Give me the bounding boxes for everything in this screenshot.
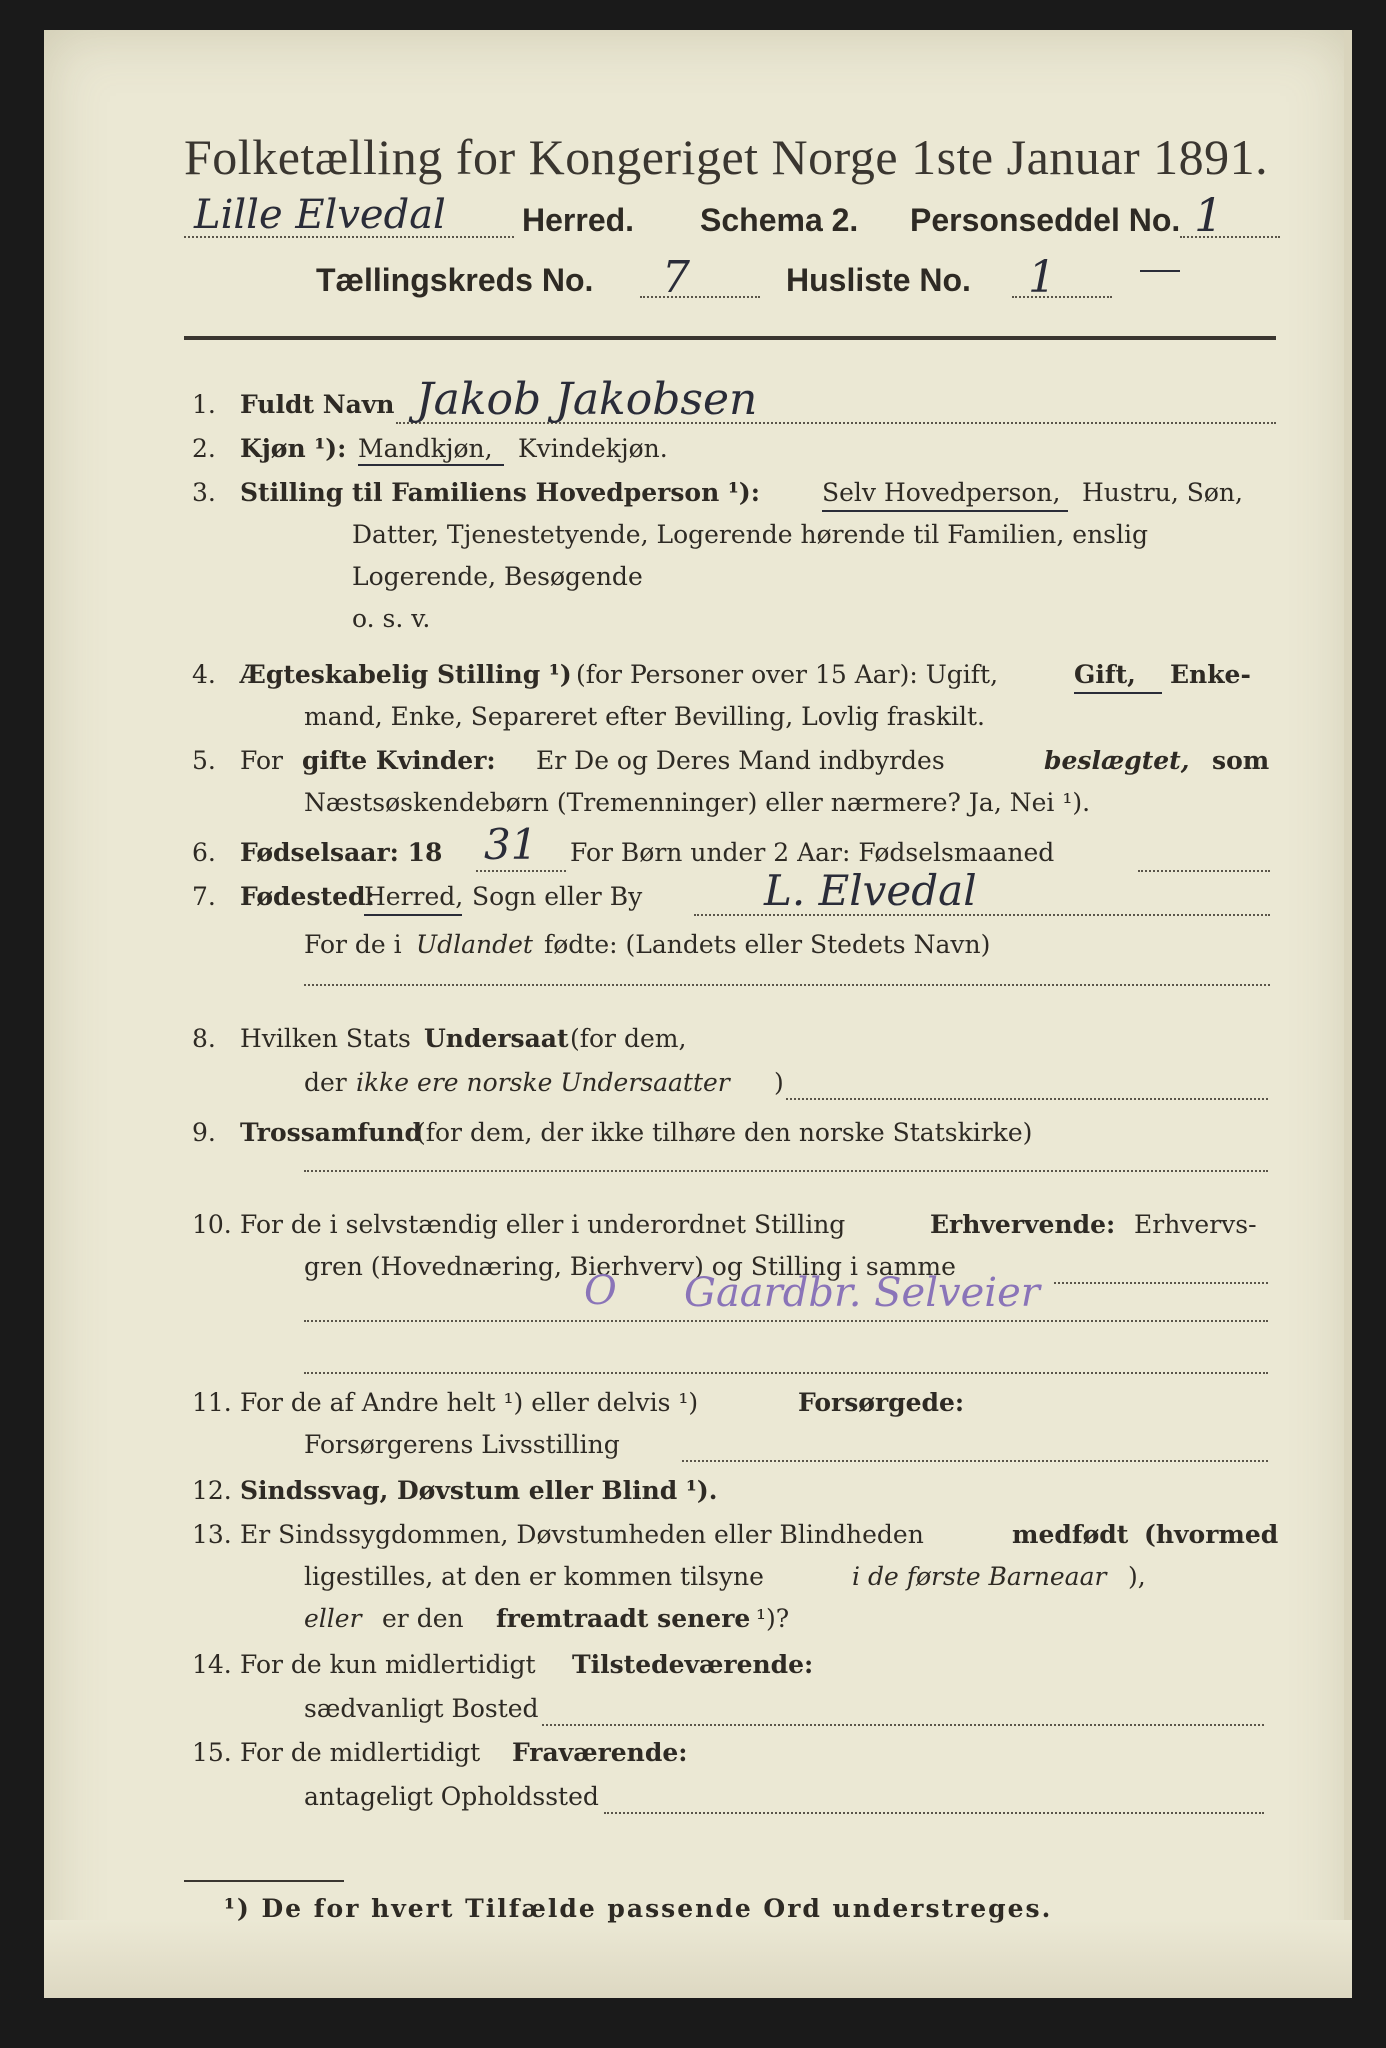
item-13-line3-bold: fremtraadt senere <box>496 1604 751 1633</box>
item-3-option-selv-hovedperson: Selv Hovedperson, <box>822 478 1061 507</box>
item-4-number: 4. <box>192 660 216 689</box>
item-9-text1: (for dem, der ikke tilhøre den norske Statskirke) <box>416 1118 1033 1147</box>
item-13-number: 13. <box>192 1520 232 1549</box>
personseddel-value: 1 <box>1194 188 1224 242</box>
footnote-rule <box>184 1880 344 1882</box>
item-13-line3-italic: eller <box>304 1604 362 1633</box>
header-divider <box>184 336 1276 340</box>
herred-label: Herred. <box>522 202 635 238</box>
item-3-text-rest1: Hustru, Søn, <box>1082 478 1243 507</box>
husliste-dash <box>1140 270 1180 272</box>
item-1-label: Fuldt Navn <box>240 390 395 419</box>
item-10-value-prefix: O <box>584 1268 617 1314</box>
item-14-line2: sædvanligt Bosted <box>304 1694 539 1723</box>
item-9-dotted-line <box>304 1170 1268 1172</box>
item-4-line2: mand, Enke, Separeret efter Bevilling, Lovlig fraskilt. <box>304 702 985 731</box>
item-12-number: 12. <box>192 1476 232 1505</box>
item-2-underline <box>358 464 504 466</box>
item-4-label: Ægteskabelig Stilling ¹) <box>240 660 572 689</box>
item-7-option-herred: Herred, <box>364 882 464 911</box>
item-13-line2a: ligestilles, at den er kommen tilsyne <box>304 1562 764 1591</box>
item-13-text1a: Er Sindssygdommen, Døvstumheden eller Blindheden <box>240 1520 924 1549</box>
item-4-underline <box>1074 692 1162 694</box>
item-12-bold1: Sindssvag, Døvstum eller Blind ¹). <box>240 1476 718 1505</box>
taellingskreds-dotted-line <box>640 296 760 298</box>
item-5-text1a: For <box>240 746 283 775</box>
item-15-number: 15. <box>192 1738 232 1767</box>
item-13-line2b: ), <box>1128 1562 1146 1591</box>
item-6-month-dotted-line <box>1138 870 1270 872</box>
item-2-number: 2. <box>192 434 216 463</box>
item-8-text1b: (for dem, <box>570 1024 687 1053</box>
item-9-bold1: Trossamfund <box>240 1118 423 1147</box>
husliste-dotted-line <box>1012 296 1112 298</box>
item-14-text1a: For de kun midlertidigt <box>240 1650 536 1679</box>
item-7-label: Fødested: <box>240 882 375 911</box>
item-10-line2: gren (Hovednæring, Bierhverv) og Stilling i samme <box>304 1252 956 1281</box>
personseddel-label: Personseddel No. <box>910 202 1181 238</box>
item-14-bold1: Tilstedeværende: <box>572 1650 814 1679</box>
paper-edge <box>1344 30 1352 1998</box>
item-1-value: Jakob Jakobsen <box>416 374 758 425</box>
item-2-option-mandkjon: Mandkjøn, <box>358 434 493 463</box>
item-6-year-dotted-line <box>476 870 566 872</box>
item-15-bold1: Fraværende: <box>512 1738 688 1767</box>
item-9-number: 9. <box>192 1118 216 1147</box>
item-8-text1a: Hvilken Stats <box>240 1024 411 1053</box>
census-form: Folketælling for Kongeriget Norge 1ste Januar 1891. Lille Elvedal Herred. Schema 2. Personseddel No. 1 Tællingskreds No. 7 Husliste No. 1 1. Fuldt Navn Jakob Jakobsen 2. Kjøn ¹): Mandkjøn, Kvindekjøn. 3. Stilling til Familiens Hovedperson ¹): Selv Hovedperson, Hustru, Søn, Datter, Tjenestetyende, Logerende hørende til Familien, enslig Logerende, Besøgende o. s. v. 4. Ægteskabelig Stilling ¹) (for Personer over 15 Aar): Ugift, Gift, Enke- mand, Enke, Separeret efter Bevilling, Lovlig fraskilt. 5. For gifte Kvinder: Er De og Deres Mand indbyrdes beslægtet, som Næstsøskendebørn (Tremenninger) eller nærmere? Ja, Nei ¹). 6. Fødselsaar: 18 31 For Børn under 2 Aar: Fødselsmaaned 7. Fødested: Herred, Sogn eller By L. Elvedal For de i Udlandet fødte: (Landets eller Stedets Navn) 8. Hvilken Stats Undersaat (for dem, der ikke ere norske Undersaatter ) 9. Trossamfund (for dem, der ikke tilhøre den norske Statskirke) 10. For de i selvstændig eller i underordnet Stilling Erhvervende: Erhvervs- gren (Hovednæring, Bierhverv) og Stilling i samme O Gaardbr. Selveier 11. For de af Andre helt ¹) eller delvis ¹) Forsørgede: Forsørgerens Livsstilling 12. Sindssvag, Døvstum eller Blind ¹). 13. Er Sindssygdommen, Døvstumheden eller Blindheden medfødt (hvormed ligestilles, at den er kommen tilsyne i de første Barneaar ), eller er den fremtraadt senere ¹)? 14. For de kun midlertidigt Tilstedeværende: sædvanligt Bosted 15. For de midlertidigt Fraværende: antageligt Opholdssted ¹) De for hvert Tilfælde passende Ord understreges. <box>44 30 1352 1998</box>
item-7-value: L. Elvedal <box>764 866 977 915</box>
item-8-dotted-line <box>786 1098 1268 1100</box>
item-3-line3: Logerende, Besøgende <box>352 562 643 591</box>
item-5-bold1: gifte Kvinder: <box>302 746 496 775</box>
item-10-dotted-line-b <box>304 1320 1268 1322</box>
item-5-ital1: beslægtet, <box>1044 746 1190 775</box>
item-11-bold1: Forsørgede: <box>798 1388 965 1417</box>
item-4-option-gift: Gift, <box>1074 660 1136 689</box>
item-13-bold1: medfødt <box>1012 1520 1129 1549</box>
item-11-line2: Forsørgerens Livsstilling <box>304 1430 620 1459</box>
item-11-text1a: For de af Andre helt ¹) eller delvis ¹) <box>240 1388 699 1417</box>
item-15-line2: antageligt Opholdssted <box>304 1782 599 1811</box>
item-7-line2-italic: Udlandet <box>416 930 533 959</box>
item-4-text1: (for Personer over 15 Aar): Ugift, <box>576 660 999 689</box>
item-5-number: 5. <box>192 746 216 775</box>
item-3-underline <box>822 510 1068 512</box>
item-11-number: 11. <box>192 1388 232 1417</box>
item-11-dotted-line <box>682 1460 1268 1462</box>
form-title: Folketælling for Kongeriget Norge 1ste Januar 1891. <box>184 129 1269 185</box>
item-15-dotted-line <box>604 1812 1264 1814</box>
item-10-bold1: Erhvervende: <box>930 1210 1116 1239</box>
item-7-rest: Sogn eller By <box>472 882 643 911</box>
item-6-value: 31 <box>484 820 538 869</box>
item-6-label: Fødselsaar: 18 <box>240 838 443 867</box>
item-10-value: Gaardbr. Selveier <box>684 1270 1040 1316</box>
item-7-line2b: fødte: (Landets eller Stedets Navn) <box>544 930 991 959</box>
husliste-label: Husliste No. <box>786 262 971 298</box>
item-5-text1b: Er De og Deres Mand indbyrdes <box>536 746 945 775</box>
item-2-option-kvindekjon: Kvindekjøn. <box>518 434 668 463</box>
item-3-line4: o. s. v. <box>352 604 431 633</box>
item-7-foreign-dotted-line <box>304 984 1270 986</box>
item-6-number: 6. <box>192 838 216 867</box>
item-3-line2: Datter, Tjenestetyende, Logerende hørende til Familien, enslig <box>352 520 1149 549</box>
item-13-text1b: (hvormed <box>1144 1520 1279 1549</box>
taellingskreds-label: Tællingskreds No. <box>316 262 594 298</box>
item-3-label: Stilling til Familiens Hovedperson ¹): <box>240 478 760 507</box>
husliste-value: 1 <box>1028 252 1056 303</box>
item-10-dotted-line-a <box>1054 1282 1268 1284</box>
item-5-line2: Næstsøskendebørn (Tremenninger) eller nærmere? Ja, Nei ¹). <box>304 788 1091 817</box>
item-5-text1c: som <box>1212 746 1270 775</box>
item-1-number: 1. <box>192 390 216 419</box>
item-4-text1b: Enke- <box>1170 660 1251 689</box>
item-8-bold1: Undersaat <box>424 1024 569 1053</box>
item-13-line3b: ¹)? <box>756 1604 790 1633</box>
item-6-rest: For Børn under 2 Aar: Fødselsmaaned <box>570 838 1055 867</box>
paper-bottom-edge <box>44 1920 1352 1998</box>
item-10-text1a: For de i selvstændig eller i underordnet Stilling <box>240 1210 846 1239</box>
item-13-line2-italic: i de første Barneaar <box>852 1562 1107 1591</box>
item-15-text1a: For de midlertidigt <box>240 1738 481 1767</box>
footnote: ¹) De for hvert Tilfælde passende Ord understreges. <box>224 1894 1053 1923</box>
item-7-number: 7. <box>192 882 216 911</box>
item-8-number: 8. <box>192 1024 216 1053</box>
item-2-label: Kjøn ¹): <box>240 434 347 463</box>
item-10-text1b: Erhvervs- <box>1134 1210 1257 1239</box>
item-14-dotted-line <box>542 1724 1264 1726</box>
item-10-number: 10. <box>192 1210 232 1239</box>
taellingskreds-value: 7 <box>662 252 690 303</box>
item-7-line2a: For de i <box>304 930 402 959</box>
item-10-dotted-line-c <box>304 1372 1268 1374</box>
schema-label: Schema 2. <box>700 202 859 238</box>
item-14-number: 14. <box>192 1650 232 1679</box>
item-8-line2a: der <box>304 1068 347 1097</box>
item-13-line3a: er den <box>382 1604 464 1633</box>
item-3-number: 3. <box>192 478 216 507</box>
item-7-underline <box>364 914 462 916</box>
herred-value: Lille Elvedal <box>194 192 446 238</box>
item-8-line2-italic: ikke ere norske Undersaatter <box>356 1068 730 1097</box>
